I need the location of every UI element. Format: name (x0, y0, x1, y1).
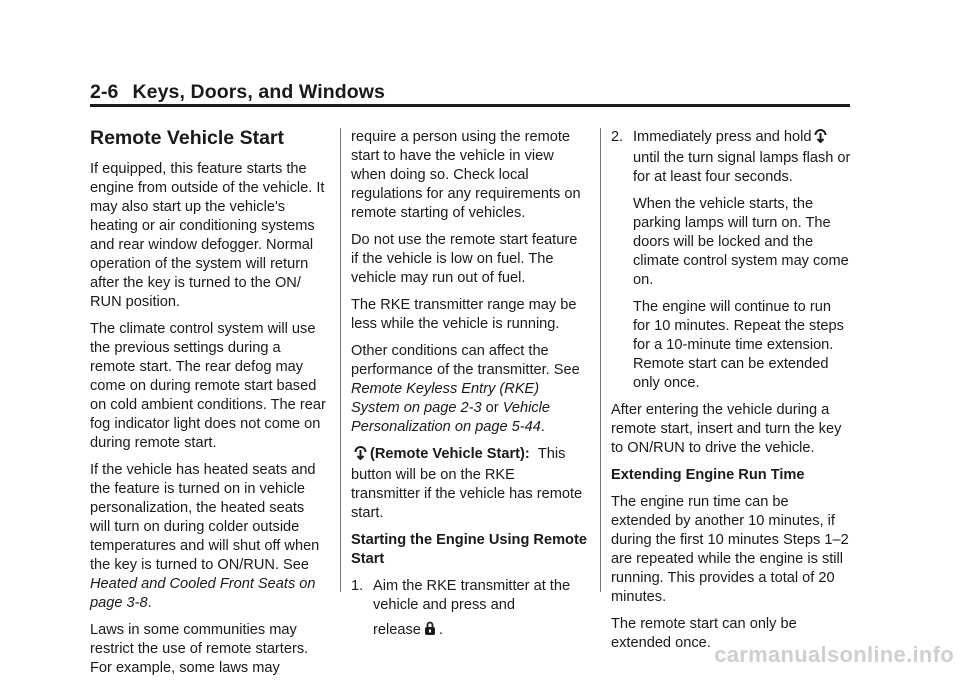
cross-reference-link[interactable]: Remote Keyless Entry (RKE) System on page 2-3 (351, 381, 540, 416)
header-rule (90, 104, 850, 107)
column-divider (340, 128, 341, 592)
paragraph: Laws in some communities may restrict the use of remote starters. For example, some laws may (90, 622, 309, 676)
column-divider (600, 128, 601, 592)
step-number: 1. (351, 578, 364, 594)
cross-reference-link[interactable]: Vehicle Personalization on page 5-44 (351, 400, 551, 435)
page-number: 2-6 (90, 81, 119, 103)
step-1: 1. Aim the RKE transmitter at the vehicle and press and release . (351, 577, 587, 642)
step-2-detail: When the vehicle starts, the parking lamps will turn on. The doors will be locked and the climate control system may come on. (633, 196, 849, 288)
column-3 (611, 128, 851, 661)
step-2-detail: The engine will continue to run for 10 minutes. Repeat the steps for a 10-minute time extension. Remote start can be extended only once. (633, 299, 844, 391)
step-number: 2. (611, 129, 624, 145)
section-heading: Remote Vehicle Start (90, 127, 284, 149)
subheading: Extending Engine Run Time (611, 467, 805, 483)
paragraph: The engine run time can be extended by another 10 minutes, if during the first 10 minutes Steps 1–2 are repeated while the engine is still running. This provides a total of 20 minutes. (611, 494, 849, 605)
section-title: Keys, Doors, and Windows (132, 81, 385, 103)
paragraph: Do not use the remote start feature if the vehicle is low on fuel. The vehicle may run out of fuel. (351, 232, 578, 286)
column-2 (351, 128, 587, 650)
paragraph: (Remote Vehicle Start): This button will be on the RKE transmitter if the vehicle has remote start. (351, 446, 583, 521)
paragraph: The climate control system will use the previous settings during a remote start. The rear defog may come on during remote start based on cold ambient conditions. The rear fog indicator light does not come on during remote start. (90, 321, 326, 451)
button-label: (Remote Vehicle Start): (370, 446, 530, 462)
paragraph: Other conditions can affect the performance of the transmitter. See Remote Keyless Entry (RKE) System on page 2-3 or Vehicle Personalization on page 5-44. (351, 343, 580, 435)
column-1 (90, 126, 326, 686)
lock-icon (424, 621, 436, 642)
page-header (90, 81, 385, 104)
paragraph: The remote start can only be extended once. (611, 616, 797, 651)
remote-start-icon (354, 445, 367, 466)
paragraph: If the vehicle has heated seats and the feature is turned on in vehicle personalization, the heated seats will turn on during colder outside temperatures and will shut off when the key is turned to ON/RUN. See Heated and Cooled Front Seats on page 3-8. (90, 462, 320, 611)
cross-reference-link[interactable]: Heated and Cooled Front Seats on page 3-8 (90, 576, 316, 611)
remote-start-icon (814, 128, 827, 149)
paragraph: require a person using the remote start to have the vehicle in view when doing so. Check local regulations for any requirements on remote starting of vehicles. (351, 129, 581, 221)
paragraph: After entering the vehicle during a remote start, insert and turn the key to ON/RUN to drive the vehicle. (611, 402, 842, 456)
paragraph: If equipped, this feature starts the engine from outside of the vehicle. It may also start up the vehicle's heating or air conditioning systems and rear window defogger. Normal operation of the system will return after the key is turned to the ON/ RUN position. (90, 161, 325, 310)
watermark: carmanualsonline.info (714, 642, 954, 667)
step-2: 2. Immediately press and hold until the turn signal lamps flash or for at least four seconds. (611, 129, 851, 185)
paragraph: The RKE transmitter range may be less while the vehicle is running. (351, 297, 577, 332)
subheading: Starting the Engine Using Remote Start (351, 532, 587, 567)
